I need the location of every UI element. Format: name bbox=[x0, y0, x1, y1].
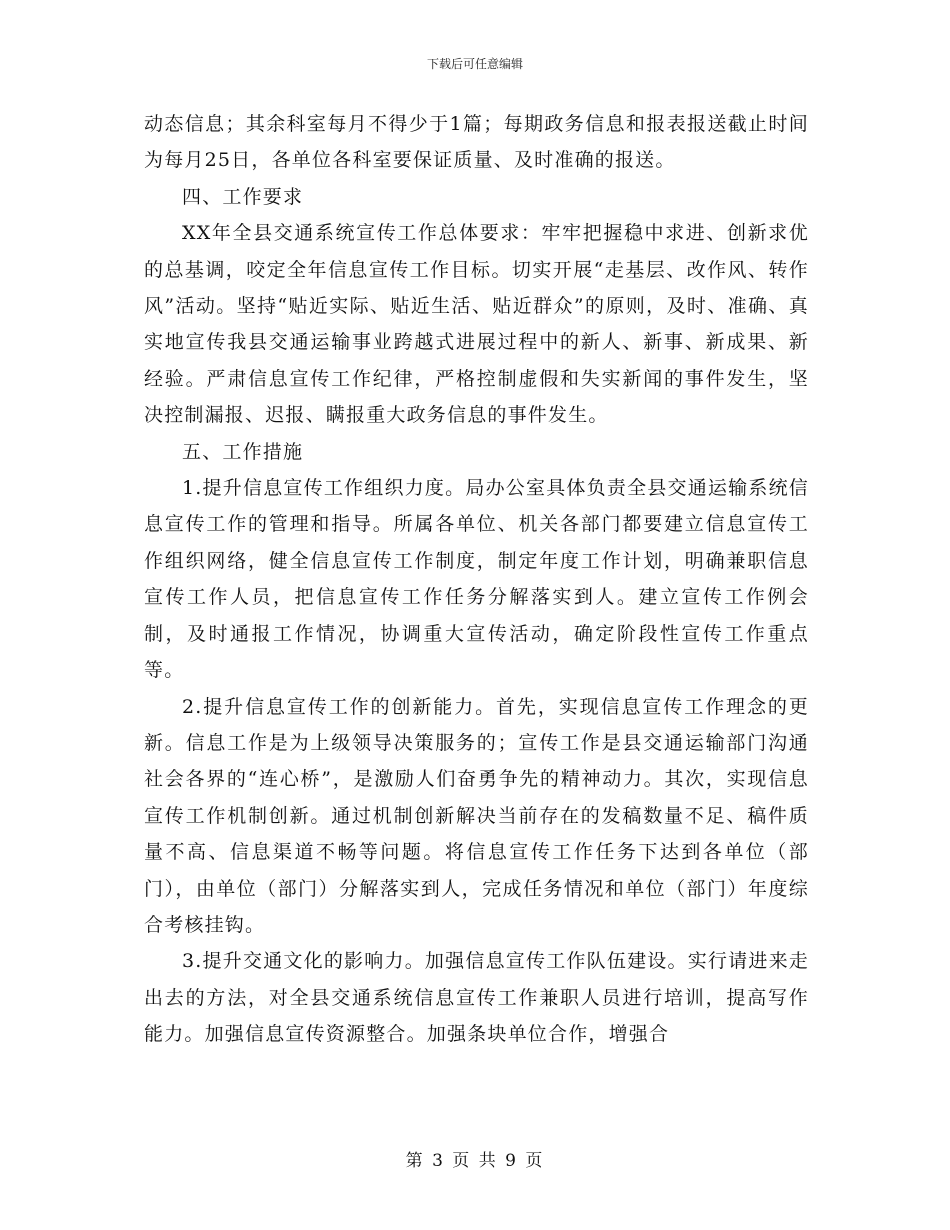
document-body bbox=[144, 106, 809, 1053]
paragraph: 3.提升交通文化的影响力。加强信息宣传工作队伍建设。实行请进来走出去的方法，对全县交通系统信息宣传工作兼职人员进行培训，提高写作能力。加强信息宣传资源整合。加强条块单位合作，增强合 bbox=[144, 950, 809, 1046]
section-heading-work-requirements: 四、工作要求 bbox=[182, 185, 304, 208]
paragraph: 1.提升信息宣传工作组织力度。局办公室具体负责全县交通运输系统信息宣传工作的管理和指导。所属各单位、机关各部门都要建立信息宣传工作组织网络，健全信息宣传工作制度，制定年度工作计划，明确兼职信息宣传工作人员，把信息宣传工作任务分解落实到人。建立宣传工作例会制，及时通报工作情况，协调重大宣传活动，确定阶段性宣传工作重点等。 bbox=[144, 477, 809, 682]
paragraph: XX年全县交通系统宣传工作总体要求：牢牢把握稳中求进、创新求优的总基调，咬定全年信息宣传工作目标。切实开展“走基层、改作风、转作风”活动。坚持“贴近实际、贴近生活、贴近群众”的原则，及时、准确、真实地宣传我县交通运输事业跨越式进展过程中的新人、新事、新成果、新经验。严肃信息宣传工作纪律，严格控制虚假和失实新闻的事件发生，坚决控制漏报、迟报、瞒报重大政务信息的事件发生。 bbox=[144, 222, 809, 427]
paragraph: 2.提升信息宣传工作的创新能力。首先，实现信息宣传工作理念的更新。信息工作是为上级领导决策服务的；宣传工作是县交通运输部门沟通社会各界的“连心桥”，是激励人们奋勇争先的精神动力。其次，实现信息宣传工作机制创新。通过机制创新解决当前存在的发稿数量不足、稿件质量不高、信息渠道不畅等问题。将信息宣传工作任务下达到各单位（部门），由单位（部门）分解落实到人，完成任务情况和单位（部门）年度综合考核挂钩。 bbox=[144, 695, 809, 936]
paragraph: 动态信息；其余科室每月不得少于1篇；每期政务信息和报表报送截止时间为每月25日，各单位各科室要保证质量、及时准确的报送。 bbox=[144, 113, 809, 172]
page-number: 第 3 页 共 9 页 bbox=[405, 1151, 545, 1171]
section-heading-work-measures: 五、工作措施 bbox=[182, 440, 304, 463]
page-header-note: 下载后可任意编辑 bbox=[426, 57, 523, 71]
